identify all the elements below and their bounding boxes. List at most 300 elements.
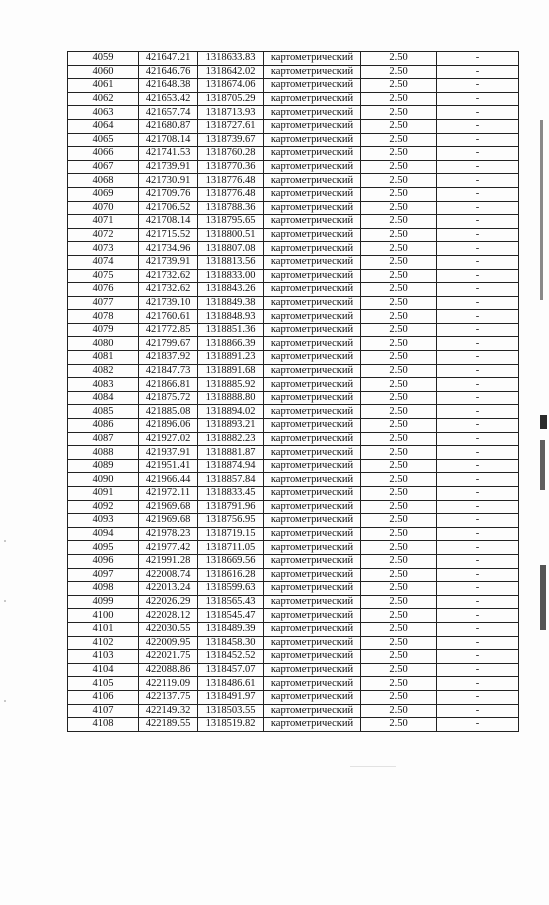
table-row [68,690,519,704]
y-coordinate-cell: 1318866.39 [198,337,264,351]
note-cell: - [437,323,519,337]
point-number-cell: 4060 [68,65,139,79]
note-cell: - [437,215,519,229]
table-row [68,473,519,487]
point-number-cell: 4073 [68,242,139,256]
accuracy-cell: 2.50 [361,228,437,242]
x-coordinate-cell: 422028.12 [139,609,198,623]
point-number-cell: 4078 [68,310,139,324]
x-coordinate-cell: 421772.85 [139,323,198,337]
x-coordinate-cell: 421760.61 [139,310,198,324]
faint-scan-line [350,766,396,767]
x-coordinate-cell: 421730.91 [139,174,198,188]
x-coordinate-cell: 421927.02 [139,432,198,446]
table-row [68,147,519,161]
method-cell: картометрический [264,391,361,405]
x-coordinate-cell: 421653.42 [139,92,198,106]
method-cell: картометрический [264,568,361,582]
table-row [68,677,519,691]
method-cell: картометрический [264,52,361,66]
table-row [68,364,519,378]
point-number-cell: 4076 [68,283,139,297]
note-cell: - [437,568,519,582]
table-row [68,310,519,324]
point-number-cell: 4065 [68,133,139,147]
point-number-cell: 4106 [68,690,139,704]
scan-dot [4,600,6,602]
accuracy-cell: 2.50 [361,364,437,378]
x-coordinate-cell: 421896.06 [139,419,198,433]
x-coordinate-cell: 421937.91 [139,446,198,460]
point-number-cell: 4102 [68,636,139,650]
method-cell: картометрический [264,554,361,568]
note-cell: - [437,582,519,596]
table-row [68,704,519,718]
y-coordinate-cell: 1318616.28 [198,568,264,582]
point-number-cell: 4061 [68,79,139,93]
y-coordinate-cell: 1318788.36 [198,201,264,215]
note-cell: - [437,704,519,718]
point-number-cell: 4067 [68,160,139,174]
method-cell: картометрический [264,187,361,201]
x-coordinate-cell: 422008.74 [139,568,198,582]
method-cell: картометрический [264,432,361,446]
y-coordinate-cell: 1318894.02 [198,405,264,419]
y-coordinate-cell: 1318791.96 [198,500,264,514]
table-row [68,405,519,419]
table-row [68,609,519,623]
note-cell: - [437,622,519,636]
note-cell: - [437,92,519,106]
note-cell: - [437,419,519,433]
y-coordinate-cell: 1318491.97 [198,690,264,704]
accuracy-cell: 2.50 [361,52,437,66]
y-coordinate-cell: 1318760.28 [198,147,264,161]
note-cell: - [437,378,519,392]
accuracy-cell: 2.50 [361,690,437,704]
method-cell: картометрический [264,487,361,501]
accuracy-cell: 2.50 [361,650,437,664]
table-row [68,391,519,405]
point-number-cell: 4084 [68,391,139,405]
x-coordinate-cell: 422030.55 [139,622,198,636]
accuracy-cell: 2.50 [361,514,437,528]
x-coordinate-cell: 421972.11 [139,487,198,501]
point-number-cell: 4063 [68,106,139,120]
table-row [68,228,519,242]
y-coordinate-cell: 1318565.43 [198,595,264,609]
method-cell: картометрический [264,378,361,392]
method-cell: картометрический [264,704,361,718]
scan-edge-mark [540,415,547,429]
note-cell: - [437,459,519,473]
table-row [68,622,519,636]
note-cell: - [437,65,519,79]
method-cell: картометрический [264,119,361,133]
x-coordinate-cell: 422137.75 [139,690,198,704]
method-cell: картометрический [264,323,361,337]
method-cell: картометрический [264,255,361,269]
accuracy-cell: 2.50 [361,92,437,106]
y-coordinate-cell: 1318519.82 [198,718,264,732]
table-row [68,323,519,337]
note-cell: - [437,119,519,133]
note-cell: - [437,310,519,324]
point-number-cell: 4097 [68,568,139,582]
accuracy-cell: 2.50 [361,187,437,201]
table-row [68,133,519,147]
y-coordinate-cell: 1318452.52 [198,650,264,664]
x-coordinate-cell: 422119.09 [139,677,198,691]
note-cell: - [437,187,519,201]
table-row [68,242,519,256]
table-row [68,582,519,596]
note-cell: - [437,690,519,704]
table-row [68,106,519,120]
y-coordinate-cell: 1318891.68 [198,364,264,378]
method-cell: картометрический [264,677,361,691]
accuracy-cell: 2.50 [361,622,437,636]
y-coordinate-cell: 1318489.39 [198,622,264,636]
accuracy-cell: 2.50 [361,119,437,133]
y-coordinate-cell: 1318719.15 [198,527,264,541]
table-row [68,215,519,229]
method-cell: картометрический [264,636,361,650]
note-cell: - [437,174,519,188]
method-cell: картометрический [264,92,361,106]
y-coordinate-cell: 1318727.61 [198,119,264,133]
x-coordinate-cell: 421709.76 [139,187,198,201]
point-number-cell: 4086 [68,419,139,433]
method-cell: картометрический [264,582,361,596]
point-number-cell: 4096 [68,554,139,568]
accuracy-cell: 2.50 [361,269,437,283]
table-row [68,446,519,460]
note-cell: - [437,283,519,297]
method-cell: картометрический [264,79,361,93]
scan-edge-mark [540,120,543,300]
note-cell: - [437,79,519,93]
x-coordinate-cell: 421739.91 [139,160,198,174]
accuracy-cell: 2.50 [361,255,437,269]
method-cell: картометрический [264,650,361,664]
note-cell: - [437,595,519,609]
x-coordinate-cell: 421875.72 [139,391,198,405]
accuracy-cell: 2.50 [361,133,437,147]
method-cell: картометрический [264,690,361,704]
table-row [68,201,519,215]
x-coordinate-cell: 421837.92 [139,351,198,365]
x-coordinate-cell: 421732.62 [139,283,198,297]
point-number-cell: 4072 [68,228,139,242]
point-number-cell: 4107 [68,704,139,718]
method-cell: картометрический [264,595,361,609]
note-cell: - [437,52,519,66]
table-row [68,595,519,609]
point-number-cell: 4095 [68,541,139,555]
y-coordinate-cell: 1318874.94 [198,459,264,473]
note-cell: - [437,405,519,419]
x-coordinate-cell: 421847.73 [139,364,198,378]
y-coordinate-cell: 1318882.23 [198,432,264,446]
accuracy-cell: 2.50 [361,79,437,93]
accuracy-cell: 2.50 [361,215,437,229]
y-coordinate-cell: 1318833.45 [198,487,264,501]
note-cell: - [437,609,519,623]
x-coordinate-cell: 421715.52 [139,228,198,242]
accuracy-cell: 2.50 [361,283,437,297]
method-cell: картометрический [264,541,361,555]
note-cell: - [437,514,519,528]
method-cell: картометрический [264,269,361,283]
x-coordinate-cell: 421734.96 [139,242,198,256]
note-cell: - [437,242,519,256]
point-number-cell: 4101 [68,622,139,636]
y-coordinate-cell: 1318776.48 [198,187,264,201]
method-cell: картометрический [264,622,361,636]
method-cell: картометрический [264,405,361,419]
x-coordinate-cell: 421966.44 [139,473,198,487]
y-coordinate-cell: 1318713.93 [198,106,264,120]
table-row [68,79,519,93]
y-coordinate-cell: 1318800.51 [198,228,264,242]
table-row [68,500,519,514]
accuracy-cell: 2.50 [361,296,437,310]
method-cell: картометрический [264,500,361,514]
y-coordinate-cell: 1318776.48 [198,174,264,188]
method-cell: картометрический [264,337,361,351]
method-cell: картометрический [264,364,361,378]
point-number-cell: 4079 [68,323,139,337]
accuracy-cell: 2.50 [361,677,437,691]
y-coordinate-cell: 1318458.30 [198,636,264,650]
accuracy-cell: 2.50 [361,323,437,337]
note-cell: - [437,650,519,664]
point-number-cell: 4085 [68,405,139,419]
x-coordinate-cell: 421732.62 [139,269,198,283]
point-number-cell: 4098 [68,582,139,596]
accuracy-cell: 2.50 [361,663,437,677]
y-coordinate-cell: 1318833.00 [198,269,264,283]
accuracy-cell: 2.50 [361,718,437,732]
note-cell: - [437,133,519,147]
accuracy-cell: 2.50 [361,541,437,555]
method-cell: картометрический [264,459,361,473]
x-coordinate-cell: 421741.53 [139,147,198,161]
method-cell: картометрический [264,147,361,161]
x-coordinate-cell: 421978.23 [139,527,198,541]
note-cell: - [437,541,519,555]
accuracy-cell: 2.50 [361,419,437,433]
x-coordinate-cell: 422009.95 [139,636,198,650]
note-cell: - [437,663,519,677]
y-coordinate-cell: 1318545.47 [198,609,264,623]
x-coordinate-cell: 421646.76 [139,65,198,79]
point-number-cell: 4089 [68,459,139,473]
y-coordinate-cell: 1318599.63 [198,582,264,596]
scan-dot [4,700,6,702]
method-cell: картометрический [264,283,361,297]
table-row [68,187,519,201]
x-coordinate-cell: 422189.55 [139,718,198,732]
accuracy-cell: 2.50 [361,459,437,473]
y-coordinate-cell: 1318711.05 [198,541,264,555]
x-coordinate-cell: 422149.32 [139,704,198,718]
note-cell: - [437,147,519,161]
y-coordinate-cell: 1318705.29 [198,92,264,106]
point-number-cell: 4068 [68,174,139,188]
point-number-cell: 4092 [68,500,139,514]
point-number-cell: 4081 [68,351,139,365]
table-row [68,160,519,174]
accuracy-cell: 2.50 [361,106,437,120]
point-number-cell: 4099 [68,595,139,609]
table-row [68,92,519,106]
note-cell: - [437,487,519,501]
table-row [68,459,519,473]
accuracy-cell: 2.50 [361,378,437,392]
accuracy-cell: 2.50 [361,432,437,446]
x-coordinate-cell: 421969.68 [139,500,198,514]
y-coordinate-cell: 1318807.08 [198,242,264,256]
table-row [68,378,519,392]
x-coordinate-cell: 421647.21 [139,52,198,66]
note-cell: - [437,255,519,269]
y-coordinate-cell: 1318857.84 [198,473,264,487]
accuracy-cell: 2.50 [361,568,437,582]
table-row [68,636,519,650]
point-number-cell: 4090 [68,473,139,487]
point-number-cell: 4075 [68,269,139,283]
y-coordinate-cell: 1318457.07 [198,663,264,677]
y-coordinate-cell: 1318633.83 [198,52,264,66]
point-number-cell: 4104 [68,663,139,677]
x-coordinate-cell: 421885.08 [139,405,198,419]
x-coordinate-cell: 421977.42 [139,541,198,555]
method-cell: картометрический [264,446,361,460]
method-cell: картометрический [264,174,361,188]
y-coordinate-cell: 1318849.38 [198,296,264,310]
table-row [68,269,519,283]
method-cell: картометрический [264,160,361,174]
point-number-cell: 4069 [68,187,139,201]
note-cell: - [437,473,519,487]
method-cell: картометрический [264,106,361,120]
y-coordinate-cell: 1318503.55 [198,704,264,718]
accuracy-cell: 2.50 [361,147,437,161]
point-number-cell: 4059 [68,52,139,66]
note-cell: - [437,677,519,691]
table-row [68,568,519,582]
note-cell: - [437,364,519,378]
point-number-cell: 4074 [68,255,139,269]
table-row [68,487,519,501]
table-row [68,527,519,541]
note-cell: - [437,160,519,174]
method-cell: картометрический [264,351,361,365]
point-number-cell: 4080 [68,337,139,351]
x-coordinate-cell: 422013.24 [139,582,198,596]
y-coordinate-cell: 1318893.21 [198,419,264,433]
y-coordinate-cell: 1318756.95 [198,514,264,528]
y-coordinate-cell: 1318891.23 [198,351,264,365]
method-cell: картометрический [264,133,361,147]
accuracy-cell: 2.50 [361,351,437,365]
x-coordinate-cell: 421680.87 [139,119,198,133]
note-cell: - [437,269,519,283]
x-coordinate-cell: 421706.52 [139,201,198,215]
point-number-cell: 4094 [68,527,139,541]
point-number-cell: 4071 [68,215,139,229]
x-coordinate-cell: 421739.91 [139,255,198,269]
method-cell: картометрический [264,215,361,229]
x-coordinate-cell: 421739.10 [139,296,198,310]
table-row [68,650,519,664]
accuracy-cell: 2.50 [361,595,437,609]
note-cell: - [437,446,519,460]
point-number-cell: 4082 [68,364,139,378]
point-number-cell: 4100 [68,609,139,623]
point-number-cell: 4108 [68,718,139,732]
x-coordinate-cell: 421799.67 [139,337,198,351]
point-number-cell: 4087 [68,432,139,446]
y-coordinate-cell: 1318486.61 [198,677,264,691]
scan-edge-mark [540,440,545,490]
table-row [68,296,519,310]
accuracy-cell: 2.50 [361,609,437,623]
method-cell: картометрический [264,296,361,310]
accuracy-cell: 2.50 [361,487,437,501]
accuracy-cell: 2.50 [361,65,437,79]
note-cell: - [437,636,519,650]
point-number-cell: 4064 [68,119,139,133]
method-cell: картометрический [264,65,361,79]
table-row [68,337,519,351]
x-coordinate-cell: 421708.14 [139,215,198,229]
method-cell: картометрический [264,473,361,487]
x-coordinate-cell: 421991.28 [139,554,198,568]
y-coordinate-cell: 1318669.56 [198,554,264,568]
x-coordinate-cell: 421951.41 [139,459,198,473]
note-cell: - [437,718,519,732]
x-coordinate-cell: 421708.14 [139,133,198,147]
note-cell: - [437,432,519,446]
accuracy-cell: 2.50 [361,174,437,188]
x-coordinate-cell: 421648.38 [139,79,198,93]
table-row [68,255,519,269]
point-number-cell: 4070 [68,201,139,215]
table-row [68,119,519,133]
method-cell: картометрический [264,609,361,623]
scan-dot [4,540,6,542]
method-cell: картометрический [264,228,361,242]
table-row [68,283,519,297]
coordinates-table [67,51,519,732]
x-coordinate-cell: 421969.68 [139,514,198,528]
note-cell: - [437,228,519,242]
y-coordinate-cell: 1318770.36 [198,160,264,174]
note-cell: - [437,337,519,351]
x-coordinate-cell: 422026.29 [139,595,198,609]
table-row [68,663,519,677]
x-coordinate-cell: 422021.75 [139,650,198,664]
y-coordinate-cell: 1318674.06 [198,79,264,93]
y-coordinate-cell: 1318848.93 [198,310,264,324]
accuracy-cell: 2.50 [361,242,437,256]
accuracy-cell: 2.50 [361,201,437,215]
note-cell: - [437,554,519,568]
table-row [68,514,519,528]
